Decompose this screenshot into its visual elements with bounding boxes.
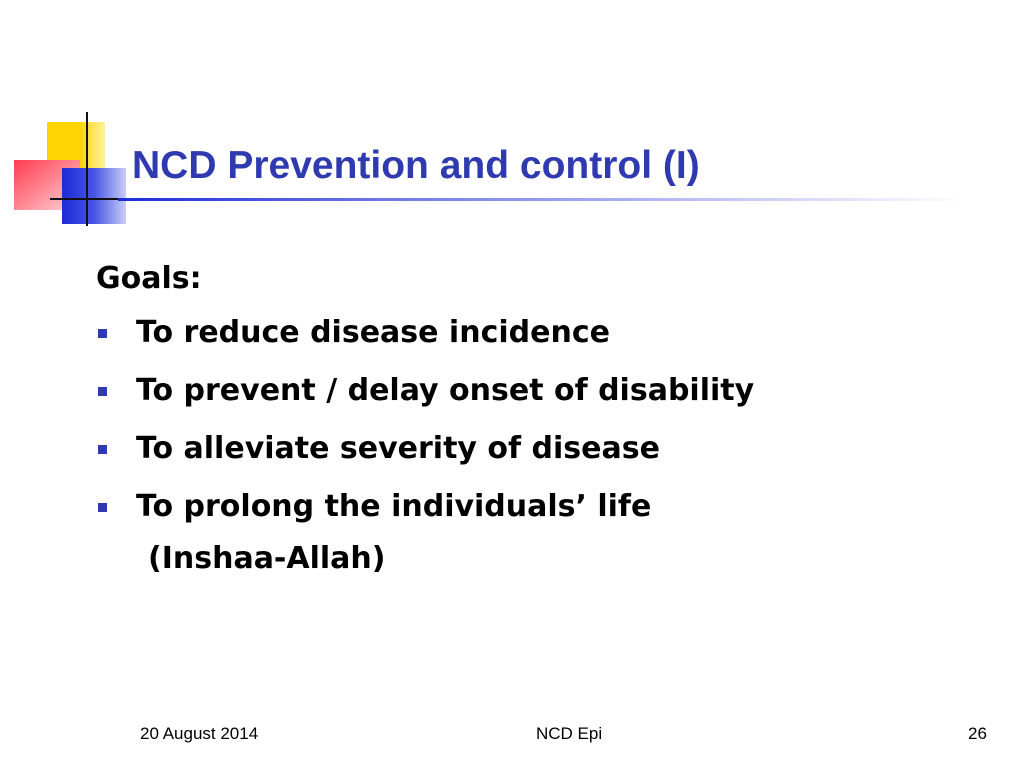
list-item-text: To alleviate severity of disease xyxy=(136,431,660,466)
list-item xyxy=(96,312,976,354)
square-bullet-icon xyxy=(98,445,107,454)
slide-body xyxy=(96,258,976,580)
decorative-blue-square xyxy=(62,168,126,224)
footer-center-text: NCD Epi xyxy=(536,724,603,743)
slide-title: NCD Prevention and control (I) xyxy=(132,144,700,187)
goals-list xyxy=(96,312,976,528)
goals-heading: Goals: xyxy=(96,261,202,296)
list-item xyxy=(96,486,976,528)
list-item-text: To reduce disease incidence xyxy=(136,315,610,350)
square-bullet-icon xyxy=(98,503,107,512)
decorative-vertical-line xyxy=(86,112,88,226)
list-item-text: To prevent / delay onset of disability xyxy=(136,373,755,408)
list-item xyxy=(96,428,976,470)
square-bullet-icon xyxy=(98,387,107,396)
list-item-text: To prolong the individuals’ life xyxy=(136,489,652,524)
footer-page-number: 26 xyxy=(968,724,987,743)
list-continuation-text: (Inshaa-Allah) xyxy=(148,541,386,576)
list-item xyxy=(96,370,976,412)
square-bullet-icon xyxy=(98,329,107,338)
footer-date: 20 August 2014 xyxy=(140,724,259,743)
title-underline-rule xyxy=(118,198,968,201)
